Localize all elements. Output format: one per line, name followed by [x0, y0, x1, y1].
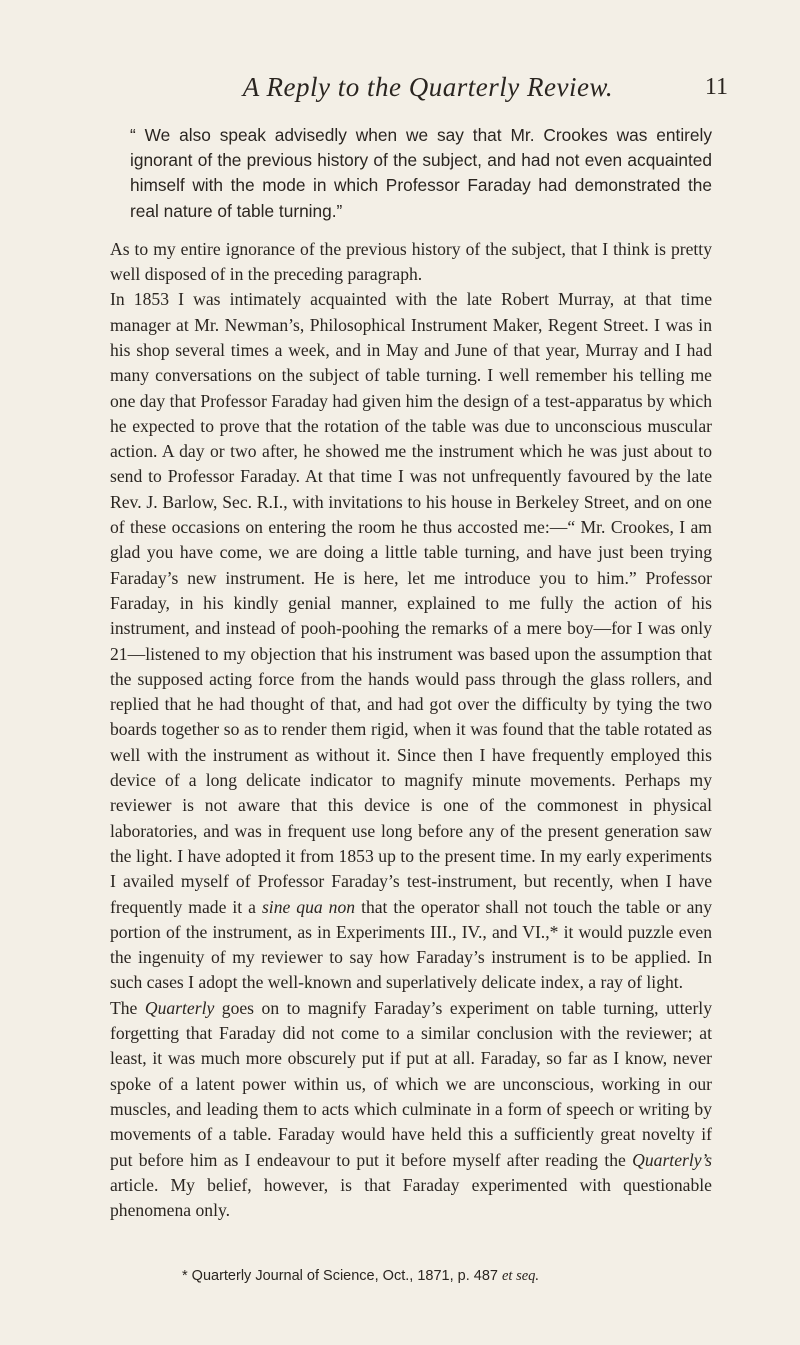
- paragraph-3-start: The: [110, 997, 138, 1018]
- paragraph-3-end: article. My belief, however, is that Faraday experimented with questionable phenomena only.: [110, 1174, 712, 1221]
- quoted-passage: “ We also speak advisedly when we say that Mr. Crookes was entirely ignorant of the previous history of the subject, and had not even acquainted himself with the mode in which Professor Faraday had demonstrated the real nature of table turning.”: [130, 125, 712, 221]
- page-number: 11: [704, 74, 728, 100]
- running-title: A Reply to the Quarterly Review.: [242, 72, 614, 102]
- paragraph-2-text: In 1853 I was intimately acquainted with the late Robert Murray, at that time manager at Mr. Newman’s, Philosophical Instrument Maker, Regent Street. I was in his shop several times a week, and in May and June of that year, Murray and I had many conversations on the subject of table turning. I well remember his telling me one day that Professor Faraday had given him the design of a test-apparatus by which he expected to prove that the rotation of the table was due to unconscious muscular action. A day or two after, he showed me the instrument which he was just about to send to Professor Faraday. At that time I was not unfrequently favoured by the late Rev. J. Barlow, Sec. R.I., with invitations to his house in Berkeley Street, and on one of these occasions on entering the room he thus accosted me:—“ Mr. Crookes, I am glad you have come, we are doing a little table turning, and have just been trying Faraday’s new instrument. He is here, let me introduce you to him.” Professor Faraday, in his kindly genial manner, explained to me fully the action of his instrument, and instead of pooh-poohing the remarks of a mere boy—for I was only 21—listened to my objection that his instrument was based upon the assumption that the supposed acting force from the hands would pass through the glass rollers, and replied that he had thought of that, and had got over the difficulty by tying the two boards together so as to render them rigid, when it was found that the table rotated as well with the instrument as without it. Since then I have frequently employed this device of a long delicate indicator to magnify minute movements. Perhaps my reviewer is not aware that this device is one of the commonest in physical laboratories, and was in frequent use long before any of the present generation saw the light. I have adopted it from 1853 up to the present time. In my early experiments I availed myself of Professor Faraday’s test-instrument, but recently, when I have frequently made it a: [110, 289, 712, 917]
- footnote-text: * Quarterly Journal of Science, Oct., 1871, p. 487: [182, 1268, 498, 1284]
- paragraph-3-mid: goes on to magnify Faraday’s experiment on table turning, utterly forgetting that Faraday did not come to a similar conclusion with the reviewer; at least, it was much more obscurely put if put at all. Faraday, so far as I know, never spoke of a latent power within us, of which we are unconscious, working in our muscles, and leading them to acts which culminate in a form of speech or writing by movements of a table. Faraday would have held this a sufficiently great novelty if put before him as I endeavour to put it before myself after reading the: [110, 997, 712, 1170]
- body-text: [110, 123, 712, 1223]
- paragraph-3-italic-2: Quarterly’s: [632, 1149, 712, 1170]
- paragraph-2: [110, 287, 712, 995]
- paragraph-3: [110, 996, 712, 1224]
- paragraph-3-italic: Quarterly: [144, 997, 215, 1018]
- footnote-italic: et seq.: [501, 1268, 540, 1284]
- footnote: [182, 1266, 682, 1286]
- paragraph-2-italic: sine qua non: [261, 896, 356, 917]
- paragraph-2-end: that the operator shall not touch the table or any portion of the instrument, as in Experiments III., IV., and VI.,* it would puzzle even the ingenuity of my reviewer to say how Faraday’s instrument is to be applied. In such cases I adopt the well-known and superlatively delicate index, a ray of light.: [110, 896, 712, 993]
- paragraph-1: As to my entire ignorance of the previous history of the subject, that I think is pretty well disposed of in the preceding paragraph.: [110, 238, 712, 285]
- page-header: [158, 72, 728, 112]
